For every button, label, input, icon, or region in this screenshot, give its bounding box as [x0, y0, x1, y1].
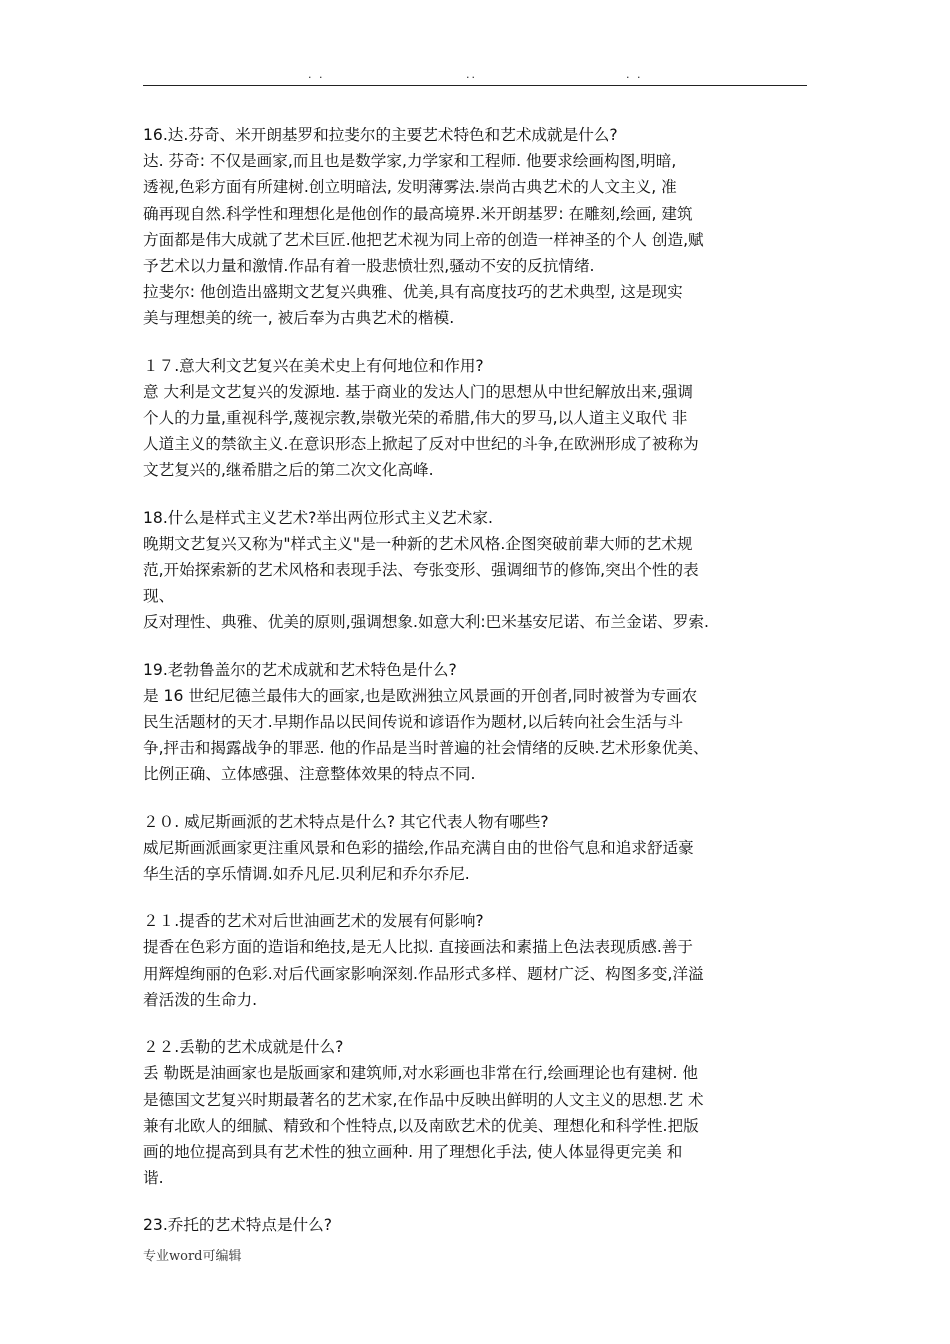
- question-heading: 16.达.芬奇、米开朗基罗和拉斐尔的主要艺术特色和艺术成就是什么?: [143, 126, 618, 144]
- question-heading: 18.什么是样式主义艺术?举出两位形式主义艺术家.: [143, 508, 493, 527]
- answer-line: 着活泼的生命力.: [143, 990, 258, 1009]
- qa-section: [143, 353, 815, 484]
- header-rule: [143, 85, 807, 86]
- qa-section: [143, 1212, 815, 1238]
- qa-section: [143, 657, 815, 788]
- answer-line: 谐.: [143, 1169, 164, 1188]
- document-body: [143, 122, 815, 1260]
- answer-line: 用辉煌绚丽的色彩.对后代画家影响深刻.作品形式多样、题材广泛、构图多变,洋溢: [143, 964, 704, 983]
- question-heading: １７.意大利文艺复兴在美术史上有何地位和作用?: [143, 356, 484, 375]
- answer-line: 比例正确、立体感强、注意整体效果的特点不同.: [143, 765, 476, 784]
- answer-line: 意 大利是文艺复兴的发源地. 基于商业的发达人门的思想从中世纪解放出来,强调: [143, 382, 694, 401]
- answer-line: 威尼斯画派画家更注重风景和色彩的描绘,作品充满自由的世俗气息和追求舒适豪: [143, 838, 694, 857]
- qa-section: [143, 505, 815, 636]
- answer-line: 丢 勒既是油画家也是版画家和建筑师,对水彩画也非常在行,绘画理论也有建树. 他: [143, 1064, 698, 1083]
- answer-line: 提香在色彩方面的造诣和绝技,是无人比拟. 直接画法和素描上色法表现质感.善于: [143, 938, 694, 957]
- question-heading: 23.乔托的艺术特点是什么?: [143, 1216, 333, 1235]
- answer-line: 民生活题材的天才.早期作品以民间传说和谚语作为题材,以后转向社会生活与斗: [143, 713, 684, 732]
- answer-line: 晚期文艺复兴又称为"样式主义"是一种新的艺术风格.企图突破前辈大师的艺术规: [143, 534, 693, 553]
- header-mark: ..: [466, 68, 477, 81]
- answer-line: 华生活的享乐情调.如乔凡尼.贝利尼和乔尔乔尼.: [143, 865, 470, 884]
- answer-line: 是 16 世纪尼德兰最伟大的画家,也是欧洲独立风景画的开创者,同时被誉为专画农: [143, 686, 698, 705]
- answer-line: 是德国文艺复兴时期最著名的艺术家,在作品中反映出鲜明的人文主义的思想.艺 术: [143, 1090, 704, 1109]
- qa-section: [143, 908, 815, 1013]
- header-marks: [0, 68, 950, 82]
- qa-section: [143, 809, 815, 888]
- qa-section: [143, 1034, 815, 1191]
- answer-line: 画的地位提高到具有艺术性的独立画种. 用了理想化手法, 使人体显得更完美 和: [143, 1142, 683, 1161]
- answer-line: 确再现自然.科学性和理想化是他创作的最高境界.米开朗基罗: 在雕刻,绘画, 建筑: [143, 204, 693, 223]
- answer-line: 拉斐尔: 他创造出盛期文艺复兴典雅、优美,具有高度技巧的艺术典型, 这是现实: [143, 283, 683, 302]
- answer-line: 达. 芬奇: 不仅是画家,而且也是数学家,力学家和工程师. 他要求绘画构图,明暗,: [143, 152, 677, 171]
- question-heading: 19.老勃鲁盖尔的艺术成就和艺术特色是什么?: [143, 660, 457, 679]
- question-heading: ２１.提香的艺术对后世油画艺术的发展有何影响?: [143, 912, 484, 931]
- answer-line: 争,抨击和揭露战争的罪恶. 他的作品是当时普遍的社会情绪的反映.艺术形象优美、: [143, 739, 709, 758]
- answer-line: 范,开始探索新的艺术风格和表现手法、夸张变形、强调细节的修饰,突出个性的表: [143, 561, 699, 580]
- question-heading: ２０. 威尼斯画派的艺术特点是什么? 其它代表人物有哪些?: [143, 812, 549, 831]
- answer-line: 美与理想美的统一, 被后奉为古典艺术的楷模.: [143, 309, 455, 328]
- question-heading: ２２.丢勒的艺术成就是什么?: [143, 1038, 344, 1057]
- qa-section: [143, 122, 815, 332]
- answer-line: 透视,色彩方面有所建树.创立明暗法, 发明薄雾法.崇尚古典艺术的人文主义, 准: [143, 178, 677, 197]
- answer-line: 予艺术以力量和激情.作品有着一股悲愤壮烈,骚动不安的反抗情绪.: [143, 257, 595, 276]
- answer-line: 反对理性、典雅、优美的原则,强调想象.如意大利:巴米基安尼诺、布兰金诺、罗索.: [143, 613, 709, 632]
- answer-line: 人道主义的禁欲主义.在意识形态上掀起了反对中世纪的斗争,在欧洲形成了被称为: [143, 435, 699, 454]
- footer-text: 专业word可编辑: [143, 1249, 242, 1264]
- answer-line: 个人的力量,重视科学,蔑视宗教,崇敬光荣的希腊,伟大的罗马,以人道主义取代 非: [143, 409, 688, 428]
- answer-line: 文艺复兴的,继希腊之后的第二次文化高峰.: [143, 461, 434, 480]
- answer-line: 兼有北欧人的细腻、精致和个性特点,以及南欧艺术的优美、理想化和科学性.把版: [143, 1116, 699, 1135]
- header-mark: . .: [626, 68, 643, 81]
- header-mark: . .: [308, 68, 325, 81]
- answer-line: 现、: [143, 587, 175, 606]
- answer-line: 方面都是伟大成就了艺术巨匠.他把艺术视为同上帝的创造一样神圣的个人 创造,赋: [143, 230, 704, 249]
